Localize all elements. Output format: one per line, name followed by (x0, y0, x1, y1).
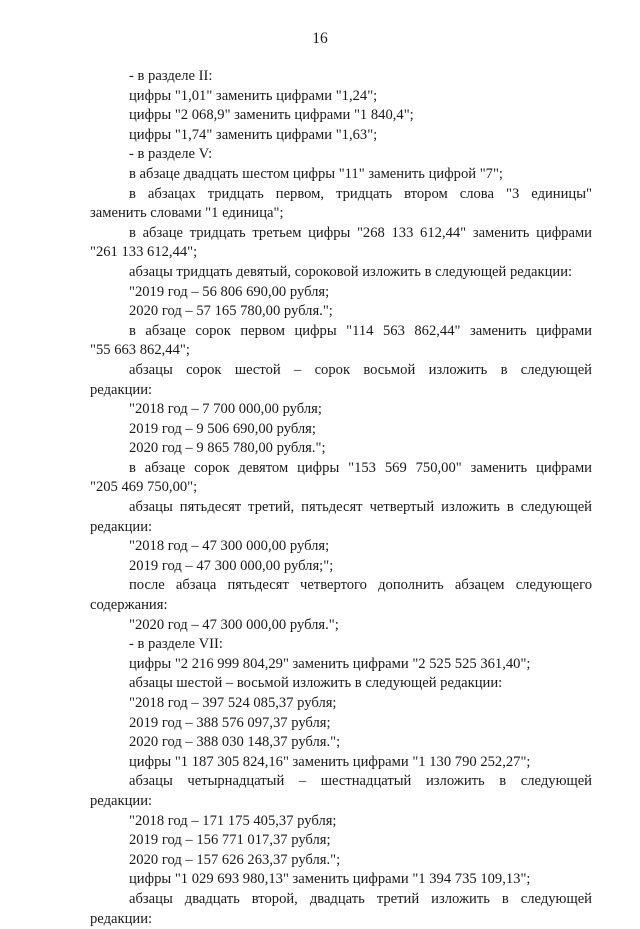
text-line: "2018 год – 397 524 085,37 рубля; (129, 695, 337, 711)
text-line: 2019 год – 47 300 000,00 рубля;"; (129, 557, 334, 574)
text-line: "2020 год – 47 300 000,00 рубля."; (129, 616, 339, 633)
text-line: "205 469 750,00"; (90, 479, 198, 496)
text-line: "2018 год – 47 300 000,00 рубля; (129, 538, 330, 555)
text-line: абзацы пятьдесят третий, пятьдесят четвертый изложить в следующей (129, 499, 592, 516)
text-line: "55 663 862,44"; (90, 342, 190, 359)
page-number: 16 (312, 30, 328, 47)
text-line: "2018 год – 171 175 405,37 рубля; (129, 812, 337, 829)
text-line: цифры "2 216 999 804,29" заменить цифрами "2 525 525 361,40"; (129, 655, 531, 672)
text-line: 2020 год – 157 626 263,37 рубля."; (129, 851, 341, 868)
text-line: редакции: (90, 381, 153, 398)
text-line: "261 133 612,44"; (90, 244, 198, 261)
text-line: редакции: (90, 910, 153, 927)
text-line: в абзаце сорок первом цифры "114 563 862,44" заменить цифрами (129, 322, 592, 339)
text-line: цифры "1,01" заменить цифрами "1,24"; (129, 87, 378, 104)
text-line: 2020 год – 57 165 780,00 рубля."; (129, 303, 333, 320)
text-line: редакции: (90, 792, 153, 809)
text-line: - в разделе II: (129, 68, 213, 84)
text-line: абзацы тридцать девятый, сороковой изложить в следующей редакции: (129, 263, 573, 280)
document-body (90, 67, 592, 929)
text-line: цифры "1 187 305 824,16" заменить цифрами "1 130 790 252,27"; (129, 753, 531, 770)
text-line: 2019 год – 156 771 017,37 рубля; (129, 832, 331, 849)
text-line: редакции: (90, 518, 153, 535)
text-line: в абзацах тридцать первом, тридцать втором слова "3 единицы" (129, 185, 592, 202)
text-line: в абзаце сорок девятом цифры "153 569 750,00" заменить цифрами (129, 459, 592, 476)
text-line: цифры "1 029 693 980,13" заменить цифрами "1 394 735 109,13"; (129, 871, 531, 888)
text-line: содержания: (90, 597, 168, 614)
text-line: - в разделе VII: (129, 636, 223, 653)
text-line: заменить словами "1 единица"; (90, 205, 284, 222)
text-line: абзацы сорок шестой – сорок восьмой изложить в следующей (129, 361, 592, 378)
text-line: абзацы двадцать второй, двадцать третий изложить в следующей (129, 890, 592, 907)
text-line: цифры "2 068,9" заменить цифрами "1 840,4"; (129, 107, 414, 124)
text-line: 2020 год – 9 865 780,00 рубля."; (129, 440, 326, 457)
text-line: в абзаце тридцать третьем цифры "268 133 612,44" заменить цифрами (129, 224, 592, 241)
text-line: после абзаца пятьдесят четвертого дополнить абзацем следующего (129, 577, 592, 594)
text-line: абзацы шестой – восьмой изложить в следующей редакции: (129, 675, 503, 692)
text-line: - в разделе V: (129, 146, 213, 163)
text-line: 2019 год – 388 576 097,37 рубля; (129, 714, 331, 731)
text-line: в абзаце двадцать шестом цифры "11" заменить цифрой "7"; (129, 165, 503, 182)
text-line: цифры "1,74" заменить цифрами "1,63"; (129, 126, 378, 143)
text-line: "2019 год – 56 806 690,00 рубля; (129, 283, 330, 300)
text-line: "2018 год – 7 700 000,00 рубля; (129, 401, 322, 418)
text-line: 2019 год – 9 506 690,00 рубля; (129, 420, 316, 437)
text-line: 2020 год – 388 030 148,37 рубля."; (129, 734, 341, 751)
text-line: абзацы четырнадцатый – шестнадцатый изложить в следующей (129, 773, 592, 790)
